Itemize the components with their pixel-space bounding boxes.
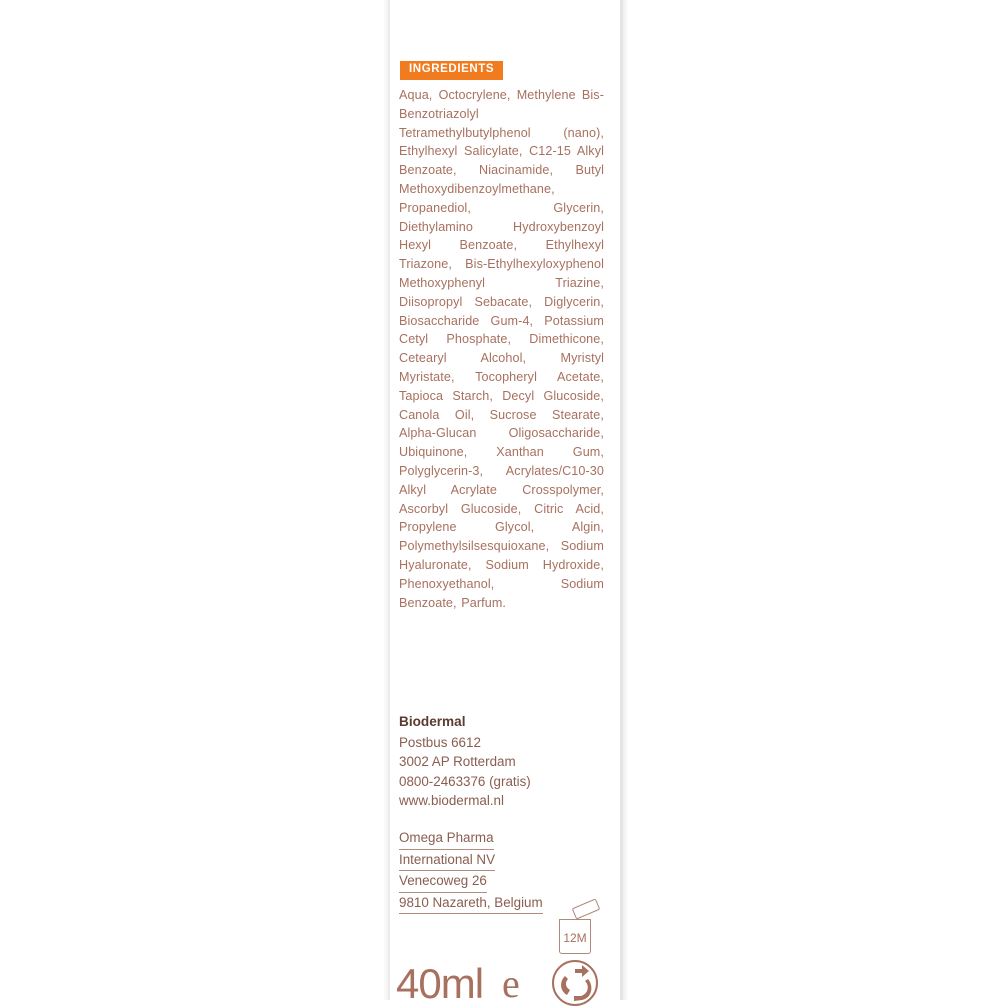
pao-duration-label: 12M [563,931,587,945]
recycle-arrows-icon [552,960,602,1008]
company-name: Biodermal [399,714,466,729]
company-address-line-1: Postbus 6612 [399,734,481,750]
period-after-opening-icon [557,903,599,955]
company-address-line-2: 3002 AP Rotterdam [399,754,516,770]
ingredients-heading-badge: INGREDIENTS [400,61,503,80]
distributor-line-1: Omega Pharma [399,828,494,850]
distributor-line-3: Venecoweg 26 [399,871,487,893]
distributor-line-2: International NV [399,850,495,872]
pao-jar-rim-icon [559,919,591,920]
estimated-sign-icon: e [502,961,520,1006]
distributor-line-4: 9810 Nazareth, Belgium [399,893,543,915]
net-volume-label: 40ml [396,960,484,1007]
company-website: www.biodermal.nl [399,793,504,809]
distributor-address-block [399,828,614,914]
recycle-icon [552,960,602,1008]
company-phone: 0800-2463376 (gratis) [399,773,531,789]
company-address-block [399,712,614,811]
ingredients-list-text: Aqua, Octocrylene, Methylene Bis-Benzotriazolyl Tetramethylbutylphenol (nano), Ethylhexyl Salicylate, C12-15 Alkyl Benzoate, Niacinamide, Butyl Methoxydibenzoylmethane, Propanediol, Glycerin, Diethylamino Hydroxybenzoyl Hexyl Benzoate, Ethylhexyl Triazone, Bis-Ethylhexyloxyphenol Methoxyphenyl Triazine, Diisopropyl Sebacate, Diglycerin, Biosaccharide Gum-4, Potassium Cetyl Phosphate, Dimethicone, Cetearyl Alcohol, Myristyl Myristate, Tocopheryl Acetate, Tapioca Starch, Decyl Glucoside, Canola Oil, Sucrose Stearate, Alpha-Glucan Oligosaccharide, Ubiquinone, Xanthan Gum, Polyglycerin-3, Acrylates/C10-30 Alkyl Acrylate Crosspolymer, Ascorbyl Glucoside, Citric Acid, Propylene Glycol, Algin, Polymethylsilsesquioxane, Sodium Hyaluronate, Sodium Hydroxide, Phenoxyethanol, Sodium Benzoate, Parfum. [399,88,604,610]
